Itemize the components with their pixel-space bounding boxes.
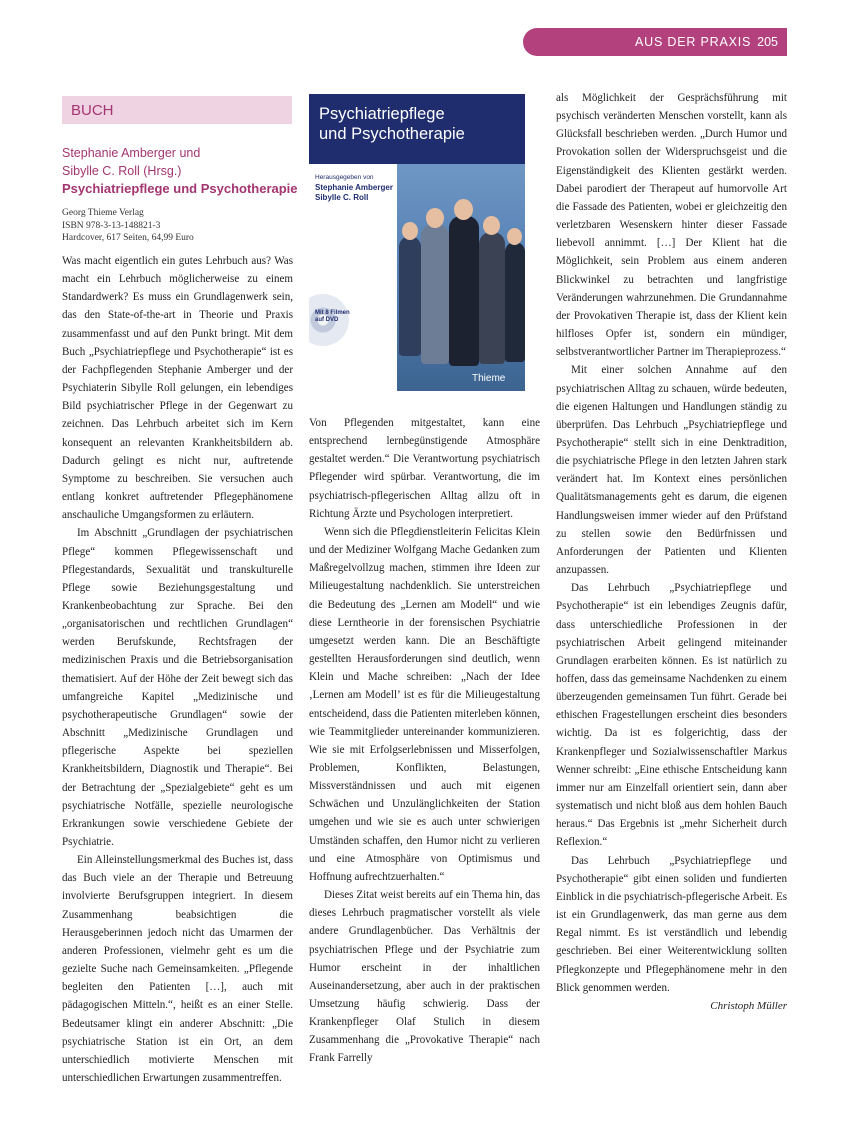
book-author-line1: Stephanie Amberger und bbox=[62, 146, 201, 160]
article-paragraph: Von Pflegenden mitgestaltet, kann eine entsprechend lernbegünstigende Atmosphäre gestaltet werden.“ Die Verantwortung psychiatrisch Pflegender wird spürbar. Verantwortung, die im psychiatrisch-pflegerischen Alltag allzu oft in Richtung Ärzte und Psychologen interpretiert. bbox=[309, 417, 540, 520]
person-figure bbox=[449, 216, 479, 366]
person-head bbox=[402, 222, 418, 240]
person-head bbox=[507, 228, 522, 245]
article-paragraph: Ein Alleinstellungsmerkmal des Buches ist, dass das Buch viele an der Therapie und Betreuung involvierte Berufsgruppen integriert. In diesem Zusammenhang beabsichtigen die Herausgeberinnen jedoch nicht das Umarmen der anderen Professionen, vielmehr geht es um die gezielte Suche nach Gemeinsamkeiten. „Pflegende begleiten den Patienten […], auch mit pädagogischen Mitteln.“, heißt es an einer Stelle. Bedeutsamer klingt ein anderer Abschnitt: „Die psychiatrische Station ist ein Ort, an dem unterschiedlich motivierte Menschen mit unterschiedlichen Erwartungen zusammentreffen. bbox=[62, 854, 293, 1085]
cover-publisher-logo: Thieme bbox=[472, 373, 506, 384]
article-paragraph: als Möglichkeit der Gesprächsführung mit psychisch veränderten Menschen vorstellt, kann als Glücksfall beschrieben werden. „Durch Humor und Provokation sollen der Widerspruchsgeist und die Eigenständigkeit des Klienten gestärkt werden. Dabei parodiert der Therapeut auf humorvolle Art die Fassade des Patienten, wobei er gleichzeitig den verletzbaren Wesenskern hinter dieser Fassade liebevoll annimmt. […] Der Klient hat die Möglichkeit, sein Problem aus einem anderen Blickwinkel zu betrachten und langfristige Veränderungen wahrzunehmen. Die Grundannahme der Provokativen Therapie ist, dass der Klient kein hilfloses Opfer ist, sondern ein mündiger, selbstverantwortlicher Partner im Therapieprozess.“ bbox=[556, 92, 787, 359]
article-paragraph: Das Lehrbuch „Psychiatriepflege und Psychotherapie“ ist ein lebendiges Zeugnis dafür, dass unterschiedliche Professionen in der psychiatrischen Arbeit gelingend miteinander Grundlagen erarbeiten können. Es ist natürlich zu hoffen, dass das gemeinsame Nachdenken zu einem überzeugenden gemeinsamen Tun führt. Gerade bei ethischen Fragestellungen erscheint dies besonders wichtig. Da ist es folgerichtig, dass der Krankenpfleger und Sozialwissenschaftler Markus Wenner schreibt: „Eine ethische Entscheidung kann immer nur am Einzelfall orientiert sein, dann aber systematisch und nicht bloß aus dem hohlen Bauch heraus.“ Das Ergebnis ist „mehr Sicherheit durch Reflexion.“ bbox=[556, 582, 787, 849]
person-head bbox=[454, 199, 473, 220]
article-paragraph: Was macht eigentlich ein gutes Lehrbuch aus? Was macht ein Lehrbuch möglicherweise zu einem Standardwerk? Es muss ein Grundlagenwerk sein, das den State-of-the-art in Theorie und Praxis zusammenfasst und auf den Punkt bringt. Mit dem Buch „Psychiatriepflege und Psychotherapie“ ist es der Fachpflegenden Stephanie Amberger und der Psychiaterin Sibylle Roll gelungen, ein lebendiges Bild psychiatrischer Pflege in der Gegenwart zu zeichnen. Das Lehrbuch arbeitet sich im Kern konsequent an relevanten Krankheitsbildern ab. Dadurch gelingt es nicht nur, auftretende Symptome zu beschreiben. Sie versuchen auch entlang konkret auftretender Pflegephänomene anschauliche Umgangsformen zu erläutern. bbox=[62, 255, 293, 522]
cover-group-photo bbox=[397, 164, 525, 391]
article-paragraph: Das Lehrbuch „Psychiatriepflege und Psychotherapie“ gibt einen soliden und fundierten Einblick in die psychiatrisch-pflegerische Arbeit. Es ist ein Grundlagenwerk, das man gerne aus dem Regal nimmt. Es ist verständlich und lebendig geschrieben. Bei einer Weiterentwicklung sollten Pflegkonzepte und Pflegephänomene mehr in den Blick genommen werden. bbox=[556, 854, 787, 994]
section-header-label: AUS DER PRAXIS bbox=[635, 35, 752, 49]
cover-title-line1: Psychiatriepflege bbox=[319, 105, 445, 123]
article-column-3 bbox=[556, 89, 787, 1015]
book-author-line2: Sibylle C. Roll (Hrsg.) bbox=[62, 164, 182, 178]
book-info bbox=[62, 144, 302, 245]
book-isbn: ISBN 978-3-13-148821-3 bbox=[62, 220, 161, 231]
section-label-box bbox=[62, 96, 292, 124]
section-header bbox=[523, 28, 787, 56]
cover-dvd-line1: Mit 8 Filmen bbox=[315, 310, 350, 316]
section-label: BUCH bbox=[71, 101, 114, 119]
cover-editor2: Sibylle C. Roll bbox=[315, 192, 369, 202]
person-figure bbox=[479, 232, 505, 364]
article-column-1 bbox=[62, 252, 293, 1087]
cover-dvd-note bbox=[315, 310, 350, 324]
person-figure bbox=[399, 236, 421, 356]
cover-dvd-line2: auf DVD bbox=[315, 317, 339, 323]
article-column-2 bbox=[309, 414, 540, 1068]
cover-title-band bbox=[309, 94, 525, 164]
person-head bbox=[426, 208, 444, 228]
cover-editors-label: Herausgegeben von bbox=[315, 174, 374, 181]
cover-title-line2: und Psychotherapie bbox=[319, 125, 465, 143]
article-paragraph: Im Abschnitt „Grundlagen der psychiatrischen Pflege“ kommen Pflegewissenschaft und Pflegestandards, Sexualität und transkulturelle Pflege sowie Beziehungsgestaltung und Krankenbeobachtung zur Sprache. Bei den „organisatorischen und rechtlichen Grundlagen“ werden Berufskunde, Rechtsfragen der medizinischen Praxis und die Betriebsorganisation thematisiert. Auf der Höhe der Zeit bewegt sich das umfangreiche Kapitel „Medizinische und psychotherapeutische Grundlagen“ sowie der Abschnitt „Medizinische Grundlagen und pflegerische Aspekte bei speziellen Krankheitsbildern, Diagnostik und Therapie“. Bei der Betrachtung der „Spezialgebiete“ geht es um psychiatrische Notfälle, spezielle neurologische Erkrankungen sowie verschiedene Gebiete der Psychiatrie. bbox=[62, 527, 293, 848]
cover-editors-panel bbox=[309, 164, 397, 391]
article-author-signature: Christoph Müller bbox=[710, 999, 787, 1012]
book-cover-image bbox=[309, 94, 525, 391]
book-title: Psychiatriepflege und Psychotherapie bbox=[62, 181, 298, 196]
article-paragraph: Dieses Zitat weist bereits auf ein Thema hin, das dieses Lehrbuch pragmatischer vorstellt als viele andere Grundlagenbücher. Das Verhältnis der psychiatrischen Pflege und der Psychiatrie zum Humor erscheint in der inhaltlichen Auseinandersetzung, aber auch in der praktischen Umsetzung häufig schwierig. Dass der Krankenpfleger Olaf Stulich in diesem Zusammenhang die „Provokative Therapie“ nach Frank Farrelly bbox=[309, 889, 540, 1065]
book-publisher: Georg Thieme Verlag bbox=[62, 208, 144, 218]
person-head bbox=[483, 216, 500, 235]
article-paragraph: Wenn sich die Pflegdienstleiterin Felicitas Klein und der Mediziner Wolfgang Mache Gedanken zum Maßregelvollzug machen, stimmen ihre Ideen zur Milieugestaltung nachdenklich. Sie unterstreichen die Bedeutung des „Lernen am Modell“ und wie diese Lerntheorie in der forensischen Psychiatrie umgesetzt werden kann. Die an Beschäftigte gestellten Herausforderungen sind deutlich, wenn Klein und Mache schreiben: „Nach der Idee ‚Lernen am Modell’ ist es für die Milieugestaltung entscheidend, dass die Patienten miterleben können, wie Teammitglieder untereinander kommunizieren. Wie sie mit Erfolgserlebnissen und Misserfolgen, Problemen, Konflikten, Belastungen, Missverständnissen und auch mit eigenen Schwächen und Unzulänglichkeiten der Station umgehen und wie sie es auch unter schwierigen Umständen schaffen, den Humor nicht zu verlieren und eine Atmosphäre von Optimismus und Hoffnung aufrechtzuerhalten.“ bbox=[309, 525, 540, 883]
page-number: 205 bbox=[757, 35, 778, 49]
cover-editors bbox=[315, 183, 393, 202]
book-format: Hardcover, 617 Seiten, 64,99 Euro bbox=[62, 233, 194, 243]
person-figure bbox=[505, 242, 525, 362]
cover-editor1: Stephanie Amberger bbox=[315, 183, 393, 192]
cover-title bbox=[319, 104, 465, 144]
person-figure bbox=[421, 224, 449, 364]
article-paragraph: Mit einer solchen Annahme auf den psychiatrischen Alltag zu schauen, würde bedeuten, die eigenen Haltungen und Handlungen ständig zu überprüfen. Das Lehrbuch „Psychiatriepflege und Psychotherapie“ stellt sich in eine Denktradition, die psychiatrische Pflege in den letzten Jahren stark verändert hat. Im Kontext eines persönlichen Qualitätsmanagements geht es darum, die eigenen Handlungsweisen immer wieder auf den Prüfstand zu stellen sowie den Bedürfnissen und Anforderungen der Patienten und Klienten anzupassen. bbox=[556, 364, 787, 577]
